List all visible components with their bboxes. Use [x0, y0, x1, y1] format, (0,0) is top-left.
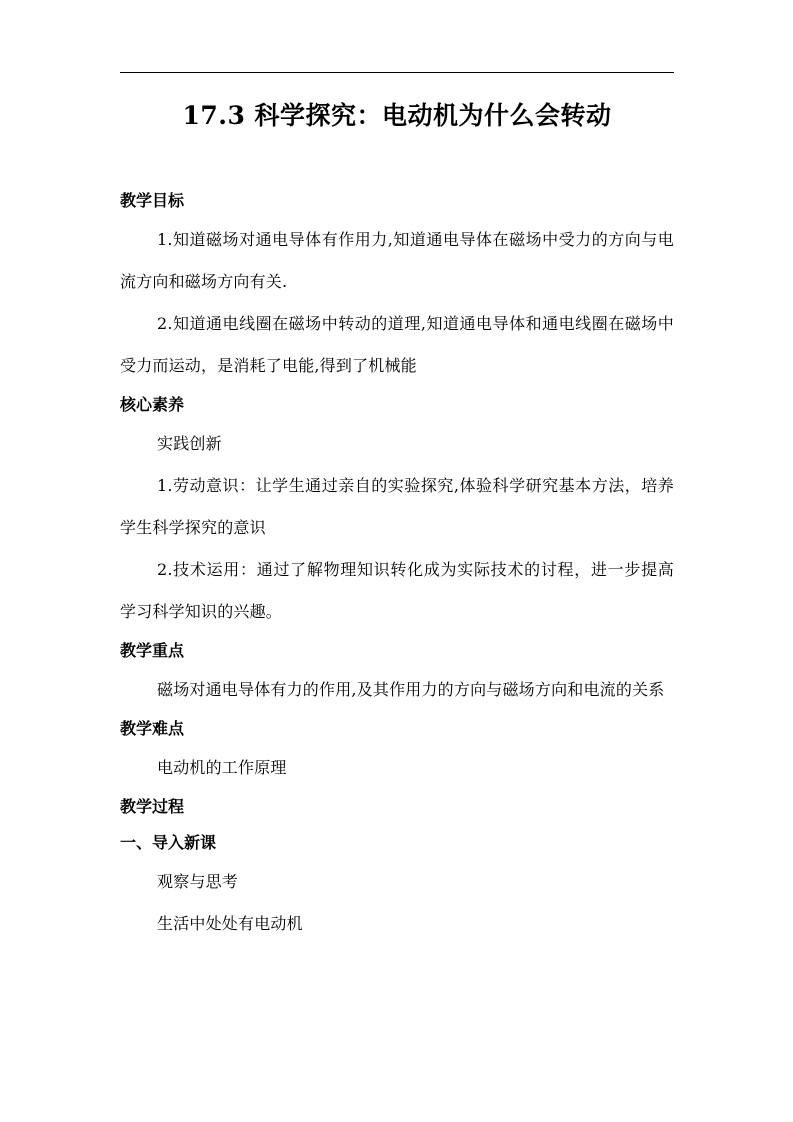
- key-points-text: 磁场对通电导体有力的作用,及其作用力的方向与磁场方向和电流的关系: [157, 680, 665, 699]
- document-title: 17.3 科学探究：电动机为什么会转动: [182, 101, 612, 130]
- difficulties-text: 电动机的工作原理: [157, 758, 287, 777]
- objective-item-2: 2.知道通电线圈在磁场中转动的道理,知道通电导体和通电线圈在磁场中受力而运动，是消耗了电能,得到了机械能: [120, 314, 674, 375]
- literacy-item-2: 2.技术运用：通过了解物理知识转化成为实际技术的讨程，进一步提高学习科学知识的兴趣。: [120, 560, 674, 621]
- process-line-2: 生活中处处有电动机: [157, 914, 303, 933]
- section-heading-objectives: 教学目标: [120, 191, 185, 210]
- process-subheading: 一、导入新课: [120, 833, 217, 852]
- header-rule: [120, 72, 674, 73]
- objective-item-1: 1.知道磁场对通电导体有作用力,知道通电导体在磁场中受力的方向与电流方向和磁场方向有关.: [120, 230, 674, 291]
- section-heading-difficulties: 教学难点: [120, 719, 185, 738]
- section-heading-literacy: 核心素养: [120, 395, 185, 414]
- process-line-1: 观察与思考: [157, 872, 239, 891]
- literacy-item-1: 1.劳动意识：让学生通过亲自的实验探究,体验科学研究基本方法，培养学生科学探究的意识: [120, 476, 674, 537]
- literacy-intro: 实践创新: [157, 434, 222, 453]
- document-body: [120, 183, 674, 945]
- section-heading-key-points: 教学重点: [120, 641, 185, 660]
- section-heading-process: 教学过程: [120, 797, 185, 816]
